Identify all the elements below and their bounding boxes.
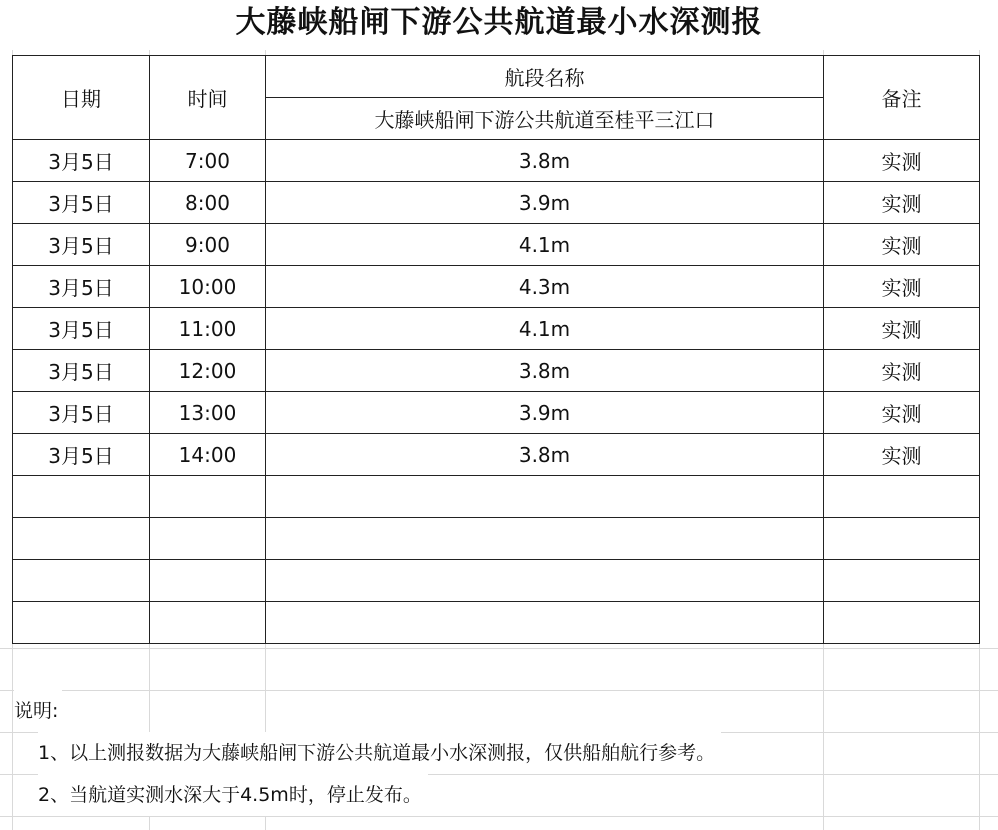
- table-row: [13, 560, 980, 602]
- table-row: [13, 434, 980, 476]
- table-row: [13, 350, 980, 392]
- cell-remark: 实测: [824, 182, 980, 224]
- note-item-2: 2、当航道实测水深大于4.5m时，停止发布。: [38, 774, 428, 816]
- cell-remark: 实测: [824, 224, 980, 266]
- cell-remark: [824, 476, 980, 518]
- cell-remark: 实测: [824, 434, 980, 476]
- cell-time: [150, 518, 266, 560]
- cell-date: [13, 602, 150, 644]
- cell-time: [150, 476, 266, 518]
- cell-depth: 3.9m: [266, 182, 824, 224]
- cell-depth: [266, 560, 824, 602]
- cell-time: [150, 560, 266, 602]
- cell-date: 3月5日: [13, 392, 150, 434]
- notes-label: 说明:: [14, 690, 62, 732]
- header-section-name: 大藤峡船闸下游公共航道至桂平三江口: [266, 98, 824, 140]
- cell-depth: [266, 476, 824, 518]
- cell-depth: 4.3m: [266, 266, 824, 308]
- cell-date: 3月5日: [13, 182, 150, 224]
- table-row: [13, 140, 980, 182]
- cell-remark: 实测: [824, 392, 980, 434]
- cell-time: [150, 602, 266, 644]
- cell-depth: 3.8m: [266, 434, 824, 476]
- table-row: [13, 518, 980, 560]
- table-row: [13, 392, 980, 434]
- water-depth-table: [12, 55, 980, 644]
- cell-date: 3月5日: [13, 308, 150, 350]
- cell-date: 3月5日: [13, 224, 150, 266]
- cell-depth: 3.9m: [266, 392, 824, 434]
- cell-remark: 实测: [824, 266, 980, 308]
- note-item-1: 1、以上测报数据为大藤峡船闸下游公共航道最小水深测报，仅供船舶航行参考。: [38, 732, 721, 774]
- cell-remark: [824, 518, 980, 560]
- cell-remark: 实测: [824, 140, 980, 182]
- cell-depth: 4.1m: [266, 308, 824, 350]
- cell-time: 12:00: [150, 350, 266, 392]
- table-row: [13, 476, 980, 518]
- cell-time: 13:00: [150, 392, 266, 434]
- header-row: [13, 56, 980, 98]
- cell-date: [13, 560, 150, 602]
- table-row: [13, 602, 980, 644]
- cell-time: 8:00: [150, 182, 266, 224]
- cell-date: [13, 476, 150, 518]
- cell-remark: 实测: [824, 308, 980, 350]
- cell-remark: 实测: [824, 350, 980, 392]
- cell-depth: 3.8m: [266, 140, 824, 182]
- cell-time: 9:00: [150, 224, 266, 266]
- cell-depth: [266, 602, 824, 644]
- header-time: 时间: [150, 56, 266, 140]
- table-row: [13, 308, 980, 350]
- cell-remark: [824, 560, 980, 602]
- table-row: [13, 266, 980, 308]
- table-row: [13, 224, 980, 266]
- cell-time: 7:00: [150, 140, 266, 182]
- cell-depth: 4.1m: [266, 224, 824, 266]
- cell-time: 10:00: [150, 266, 266, 308]
- header-date: 日期: [13, 56, 150, 140]
- cell-depth: [266, 518, 824, 560]
- cell-date: 3月5日: [13, 140, 150, 182]
- table-row: [13, 182, 980, 224]
- cell-time: 11:00: [150, 308, 266, 350]
- header-remark: 备注: [824, 56, 980, 140]
- cell-date: 3月5日: [13, 266, 150, 308]
- cell-remark: [824, 602, 980, 644]
- header-section: 航段名称: [266, 56, 824, 98]
- cell-date: 3月5日: [13, 434, 150, 476]
- cell-date: 3月5日: [13, 350, 150, 392]
- cell-depth: 3.8m: [266, 350, 824, 392]
- cell-time: 14:00: [150, 434, 266, 476]
- page-title: 大藤峡船闸下游公共航道最小水深测报: [0, 0, 998, 50]
- cell-date: [13, 518, 150, 560]
